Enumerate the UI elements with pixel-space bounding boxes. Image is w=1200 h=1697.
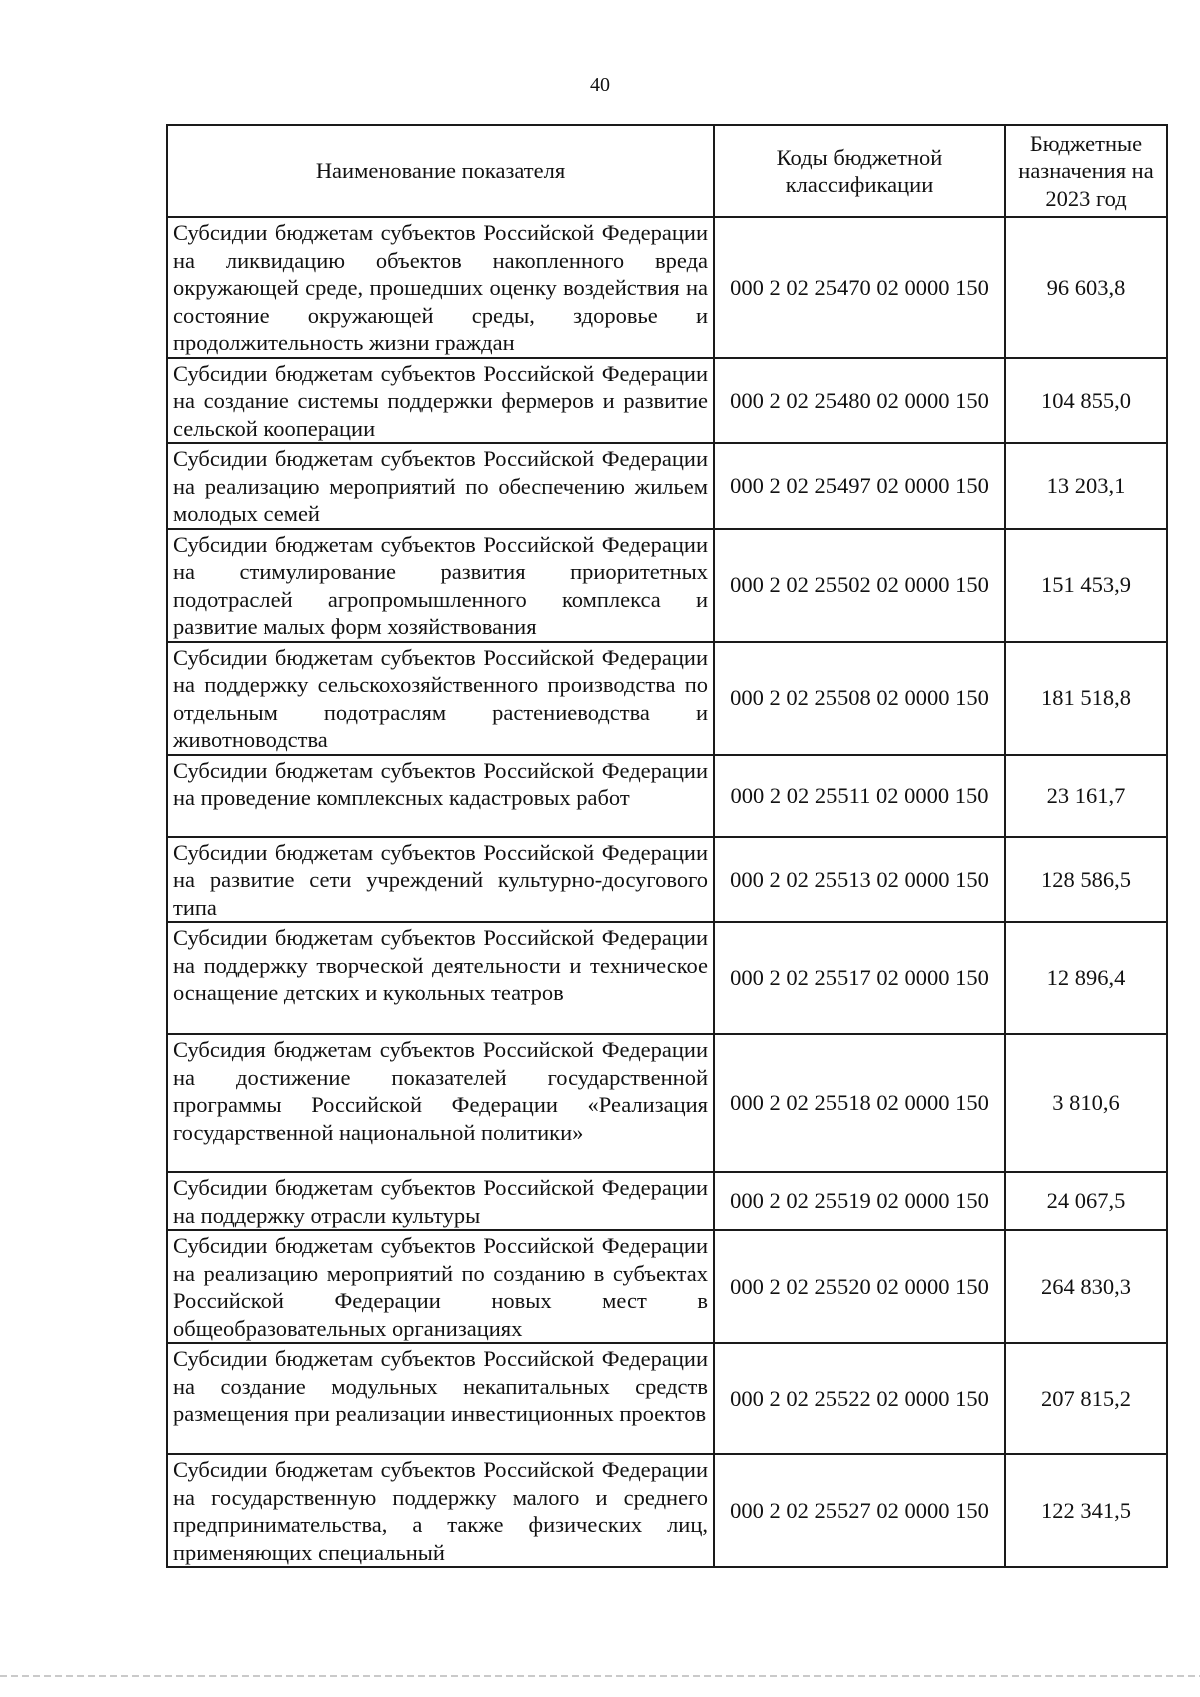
budget-code-cell: 000 2 02 25518 02 0000 150 <box>714 1034 1005 1172</box>
table-row <box>167 1343 1167 1454</box>
indicator-name-cell: Субсидии бюджетам субъектов Российской Федерации на проведение комплексных кадастровых работ <box>167 755 714 837</box>
allocation-amount-cell: 12 896,4 <box>1005 922 1167 1034</box>
table-row <box>167 529 1167 642</box>
allocation-amount-cell: 24 067,5 <box>1005 1172 1167 1230</box>
header-budget-code: Коды бюджетной классификации <box>714 125 1005 217</box>
allocation-amount-cell: 104 855,0 <box>1005 358 1167 444</box>
table-body <box>167 217 1167 1567</box>
allocation-amount-cell: 23 161,7 <box>1005 755 1167 837</box>
budget-code-cell: 000 2 02 25519 02 0000 150 <box>714 1172 1005 1230</box>
indicator-name-cell: Субсидии бюджетам субъектов Российской Федерации на государственную поддержку малого и среднего предпринимательства, а также физических лиц, применяющих специальный <box>167 1454 714 1567</box>
table-row <box>167 837 1167 923</box>
table-header <box>167 125 1167 217</box>
indicator-name-cell: Субсидии бюджетам субъектов Российской Федерации на создание системы поддержки фермеров и развитие сельской кооперации <box>167 358 714 444</box>
indicator-name-cell: Субсидии бюджетам субъектов Российской Федерации на реализацию мероприятий по обеспечению жильем молодых семей <box>167 443 714 529</box>
allocation-amount-cell: 13 203,1 <box>1005 443 1167 529</box>
page-number: 40 <box>590 74 610 96</box>
allocation-amount-cell: 122 341,5 <box>1005 1454 1167 1567</box>
header-row <box>167 125 1167 217</box>
indicator-name-cell: Субсидия бюджетам субъектов Российской Федерации на достижение показателей государственной программы Российской Федерации «Реализация государственной национальной политики» <box>167 1034 714 1172</box>
budget-code-cell: 000 2 02 25522 02 0000 150 <box>714 1343 1005 1454</box>
indicator-name-cell: Субсидии бюджетам субъектов Российской Федерации на создание модульных некапитальных средств размещения при реализации инвестиционных проектов <box>167 1343 714 1454</box>
table-row <box>167 358 1167 444</box>
table-row <box>167 217 1167 358</box>
table-row <box>167 443 1167 529</box>
header-budget-allocation: Бюджетные назначения на 2023 год <box>1005 125 1167 217</box>
table-row <box>167 642 1167 755</box>
table-row <box>167 1454 1167 1567</box>
budget-code-cell: 000 2 02 25497 02 0000 150 <box>714 443 1005 529</box>
budget-code-cell: 000 2 02 25508 02 0000 150 <box>714 642 1005 755</box>
budget-table <box>166 124 1168 1568</box>
budget-code-cell: 000 2 02 25480 02 0000 150 <box>714 358 1005 444</box>
table-row <box>167 1230 1167 1343</box>
indicator-name-cell: Субсидии бюджетам субъектов Российской Федерации на реализацию мероприятий по созданию в субъектах Российской Федерации новых мест в общеобразовательных организациях <box>167 1230 714 1343</box>
indicator-name-cell: Субсидии бюджетам субъектов Российской Федерации на ликвидацию объектов накопленного вреда окружающей среде, прошедших оценку воздействия на состояние окружающей среды, здоровье и продолжительность жизни граждан <box>167 217 714 358</box>
table-row <box>167 1034 1167 1172</box>
allocation-amount-cell: 181 518,8 <box>1005 642 1167 755</box>
budget-code-cell: 000 2 02 25502 02 0000 150 <box>714 529 1005 642</box>
table-row <box>167 1172 1167 1230</box>
header-indicator-name: Наименование показателя <box>167 125 714 217</box>
indicator-name-cell: Субсидии бюджетам субъектов Российской Федерации на развитие сети учреждений культурно-досугового типа <box>167 837 714 923</box>
indicator-name-cell: Субсидии бюджетам субъектов Российской Федерации на поддержку творческой деятельности и техническое оснащение детских и кукольных театров <box>167 922 714 1034</box>
indicator-name-cell: Субсидии бюджетам субъектов Российской Федерации на стимулирование развития приоритетных подотраслей агропромышленного комплекса и развитие малых форм хозяйствования <box>167 529 714 642</box>
budget-code-cell: 000 2 02 25470 02 0000 150 <box>714 217 1005 358</box>
scan-edge-line <box>0 1675 1200 1677</box>
table-row <box>167 922 1167 1034</box>
allocation-amount-cell: 128 586,5 <box>1005 837 1167 923</box>
indicator-name-cell: Субсидии бюджетам субъектов Российской Федерации на поддержку сельскохозяйственного производства по отдельным подотраслям растениеводства и животноводства <box>167 642 714 755</box>
budget-code-cell: 000 2 02 25517 02 0000 150 <box>714 922 1005 1034</box>
budget-code-cell: 000 2 02 25527 02 0000 150 <box>714 1454 1005 1567</box>
budget-code-cell: 000 2 02 25511 02 0000 150 <box>714 755 1005 837</box>
allocation-amount-cell: 264 830,3 <box>1005 1230 1167 1343</box>
budget-code-cell: 000 2 02 25513 02 0000 150 <box>714 837 1005 923</box>
indicator-name-cell: Субсидии бюджетам субъектов Российской Федерации на поддержку отрасли культуры <box>167 1172 714 1230</box>
allocation-amount-cell: 96 603,8 <box>1005 217 1167 358</box>
budget-code-cell: 000 2 02 25520 02 0000 150 <box>714 1230 1005 1343</box>
allocation-amount-cell: 151 453,9 <box>1005 529 1167 642</box>
allocation-amount-cell: 207 815,2 <box>1005 1343 1167 1454</box>
table-row <box>167 755 1167 837</box>
allocation-amount-cell: 3 810,6 <box>1005 1034 1167 1172</box>
